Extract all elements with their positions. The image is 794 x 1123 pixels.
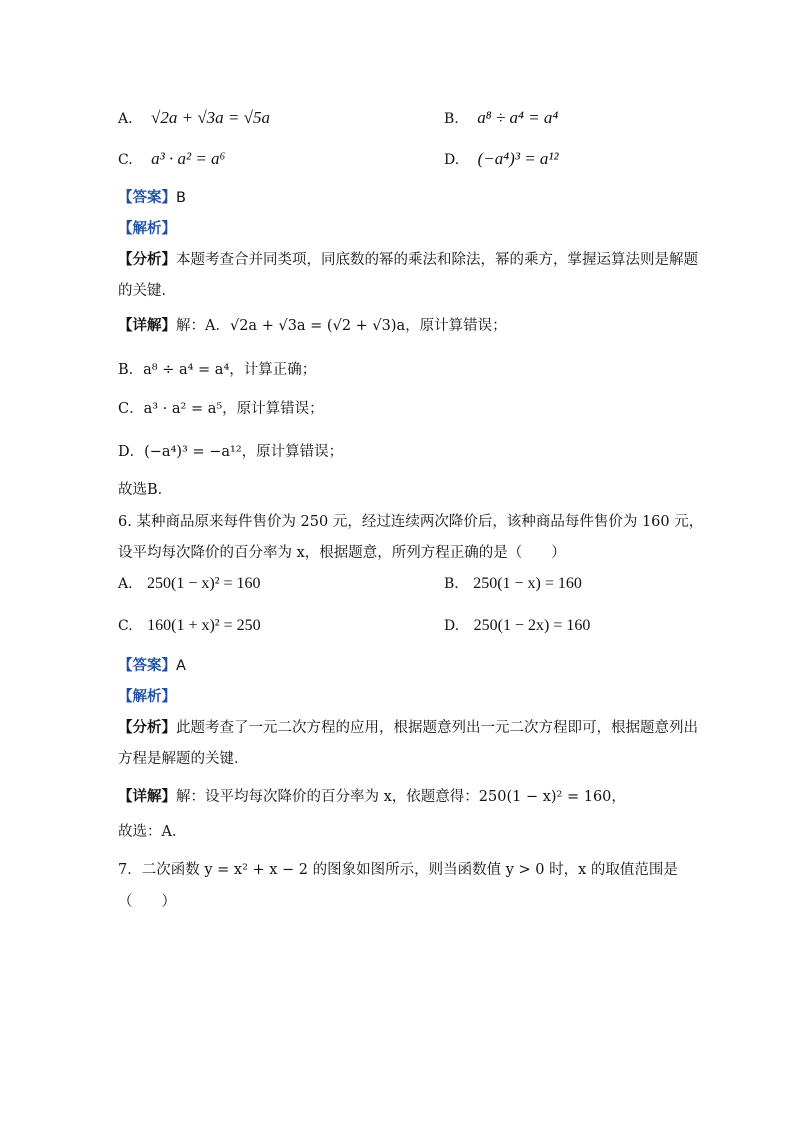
q5-option-b	[444, 108, 558, 128]
q6-option-c	[118, 617, 261, 635]
q6-option-c-label: C.	[118, 618, 133, 634]
q5-detail-b: B．a⁸ ÷ a⁴ = a⁴，计算正确；	[118, 362, 317, 378]
q5-detail-tag: 【详解】	[118, 318, 176, 334]
q6-option-d-label: D.	[444, 618, 460, 634]
q6-analysis-heading	[118, 685, 176, 706]
q6-option-d-math: 250(1 − 2x) = 160	[473, 617, 591, 634]
q5-answer-line	[118, 186, 186, 207]
q5-fenxi-tag: 【分析】	[118, 252, 176, 268]
q6-fenxi-line-2: 方程是解题的关键．	[118, 751, 249, 767]
q6-analysis-tag: 【解析】	[118, 689, 176, 705]
q5-option-d-math: (−a⁴)³ = a¹²	[477, 149, 559, 168]
q6-detail-text: 解：设平均每次降价的百分率为 x，依题意得：250(1 − x)² = 160，	[176, 789, 626, 805]
q6-stem-line-2: 设平均每次降价的百分率为 x，根据题意，所列方程正确的是（ ）	[118, 545, 566, 561]
q6-option-b-math: 250(1 − x) = 160	[473, 575, 582, 592]
q6-option-a	[118, 575, 261, 593]
q5-analysis-tag: 【解析】	[118, 221, 176, 237]
q5-option-c	[118, 149, 225, 169]
q7-stem-line-2: （ ）	[118, 894, 176, 910]
q6-option-c-math: 160(1 + x)² = 250	[147, 617, 261, 634]
q5-option-b-math: a⁸ ÷ a⁴ = a⁴	[477, 108, 559, 127]
q6-option-d	[444, 617, 590, 635]
q5-detail-c: C．a³ · a² = a⁵，原计算错误；	[118, 401, 324, 417]
q6-answer-line	[118, 654, 186, 675]
q6-detail-line	[118, 785, 626, 806]
q5-conclusion: 故选B．	[118, 482, 173, 498]
q5-analysis-heading	[118, 217, 176, 238]
q7-stem-line-1: 7．二次函数 y = x² + x − 2 的图象如图所示，则当函数值 y > 0 时，x 的取值范围是	[118, 862, 678, 878]
q5-option-c-math: a³ · a² = a⁶	[151, 149, 226, 168]
q6-fenxi-line-1	[118, 716, 698, 737]
q6-fenxi-text-1: 此题考查了一元二次方程的应用，根据题意列出一元二次方程即可，根据题意列出	[176, 720, 698, 736]
q5-option-a-math: √2a + √3a = √5a	[151, 108, 270, 127]
q5-fenxi-line-2: 的关键．	[118, 283, 176, 299]
q6-detail-tag: 【详解】	[118, 789, 176, 805]
q5-option-d-label: D.	[444, 152, 460, 168]
q5-option-b-label: B.	[444, 111, 459, 127]
q5-answer-value: B	[176, 190, 186, 206]
q6-answer-tag: 【答案】	[118, 658, 176, 674]
q6-answer-value: A	[176, 658, 186, 674]
q5-option-d	[444, 149, 559, 169]
q6-option-b	[444, 575, 582, 593]
q5-detail-a: 解：A．√2a + √3a = (√2 + √3)a，原计算错误；	[176, 318, 507, 334]
q5-option-a	[118, 108, 270, 128]
q6-option-a-label: A.	[118, 576, 133, 592]
q5-option-c-label: C.	[118, 152, 133, 168]
q6-option-b-label: B.	[444, 576, 459, 592]
q5-detail-a-line	[118, 314, 507, 335]
q5-detail-d: D．(−a⁴)³ = −a¹²，原计算错误；	[118, 444, 344, 460]
q6-conclusion: 故选：A．	[118, 824, 187, 840]
q6-stem-line-1: 6. 某种商品原来每件售价为 250 元，经过连续两次降价后，该种商品每件售价为 160 元，	[118, 514, 704, 530]
q6-fenxi-tag: 【分析】	[118, 720, 176, 736]
q5-option-a-label: A.	[118, 111, 133, 127]
q5-answer-tag: 【答案】	[118, 190, 176, 206]
q6-option-a-math: 250(1 − x)² = 160	[147, 575, 261, 592]
q5-fenxi-text-1: 本题考查合并同类项，同底数的幂的乘法和除法，幂的乘方，掌握运算法则是解题	[176, 252, 698, 268]
q5-fenxi-line-1	[118, 248, 698, 269]
